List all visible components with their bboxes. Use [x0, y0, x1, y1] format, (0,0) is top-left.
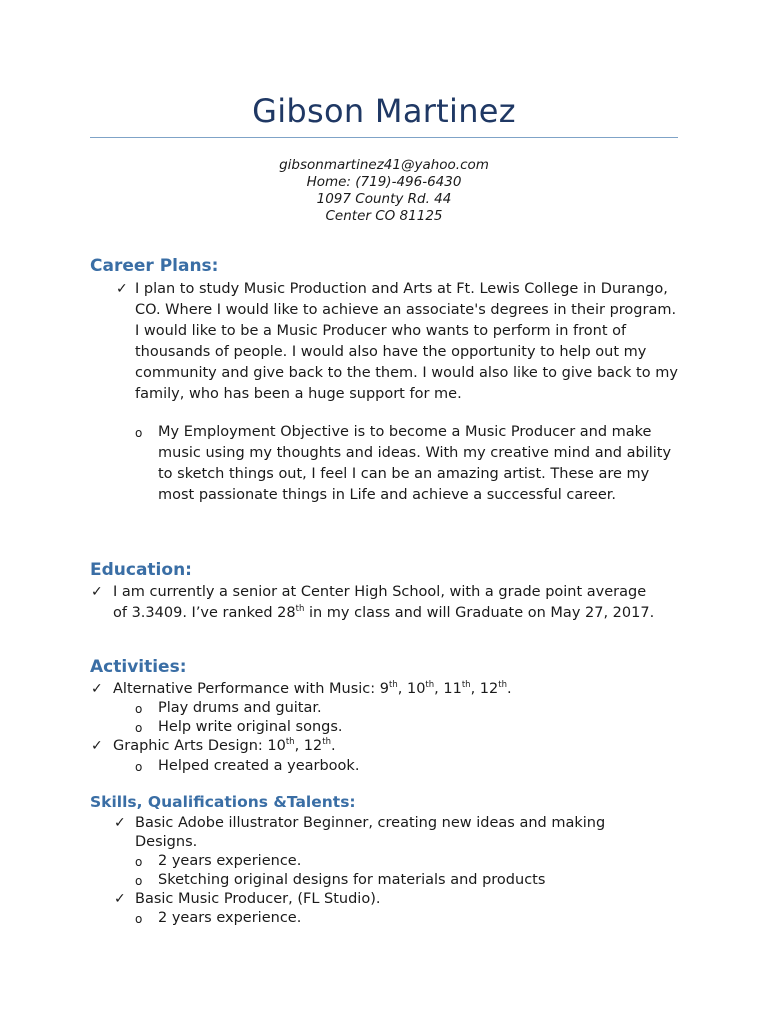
check-icon: ✓ — [114, 891, 126, 907]
skill-adobe-item: ✓ Basic Adobe illustrator Beginner, creating new ideas and making Designs. — [114, 815, 606, 850]
career-plan-item — [116, 279, 680, 405]
education-heading: Education: — [90, 560, 192, 580]
career-objective-item — [135, 422, 680, 506]
contact-address-line1: 1097 County Rd. 44 — [316, 191, 452, 207]
check-icon: ✓ — [91, 681, 103, 697]
contact-block — [0, 157, 768, 225]
activity-music-sub-item: o Play drums and guitar. — [158, 699, 658, 718]
contact-email: gibsonmartinez41@yahoo.com — [279, 157, 489, 173]
activity-graphic-sub-item: o Helped created a yearbook. — [158, 757, 658, 776]
career-plan-text: I plan to study Music Production and Arts at Ft. Lewis College in Durango, CO. Where I would like to achieve an associate's degrees in their program. I would like to be a Music Producer who wants to perform in front of thousands of people. I would also have the opportunity to help out my community and give back to the them. I would also like to give back to my family, who has been a huge support for me. — [135, 281, 678, 402]
circle-bullet-icon: o — [135, 426, 143, 440]
skill-adobe-sub-item: o 2 years experience. — [158, 852, 678, 871]
circle-bullet-icon: o — [135, 702, 143, 716]
circle-bullet-icon: o — [135, 760, 143, 774]
career-objective-text: My Employment Objective is to become a Music Producer and make music using my thoughts and ideas. With my creative mind and ability to sketch things out, I feel I can be an amazing artist. These are my most passionate things in Life and achieve a successful career. — [158, 424, 672, 503]
check-icon: ✓ — [91, 584, 103, 600]
activity-music-item: ✓ Alternative Performance with Music: 9th, 10th, 11th, 12th. — [91, 680, 512, 697]
skill-music-item: ✓ Basic Music Producer, (FL Studio). — [114, 891, 381, 907]
activities-heading: Activities: — [90, 657, 187, 677]
career-plans-heading: Career Plans: — [90, 256, 219, 276]
circle-bullet-icon: o — [135, 874, 143, 888]
check-icon: ✓ — [114, 815, 126, 831]
circle-bullet-icon: o — [135, 855, 143, 869]
education-line2: of 3.3409. I’ve ranked 28th in my class and will Graduate on May 27, 2017. — [113, 604, 655, 621]
circle-bullet-icon: o — [135, 912, 143, 926]
resume-name: Gibson Martinez — [252, 92, 516, 130]
contact-address-line2: Center CO 81125 — [325, 208, 443, 224]
check-icon: ✓ — [116, 281, 128, 297]
check-icon: ✓ — [91, 738, 103, 754]
contact-phone: Home: (719)-496-6430 — [306, 174, 462, 190]
activity-graphic-item: ✓ Graphic Arts Design: 10th, 12th. — [91, 737, 336, 754]
skill-music-sub-item: o 2 years experience. — [158, 909, 678, 928]
skill-adobe-sub-item: o Sketching original designs for materials and products — [158, 871, 678, 890]
activity-music-sub-item: o Help write original songs. — [158, 718, 658, 737]
circle-bullet-icon: o — [135, 721, 143, 735]
skills-heading: Skills, Qualifications &Talents: — [90, 793, 356, 811]
education-line1: I am currently a senior at Center High School, with a grade point average — [113, 584, 647, 600]
education-item — [91, 582, 693, 624]
header-divider — [90, 137, 678, 138]
